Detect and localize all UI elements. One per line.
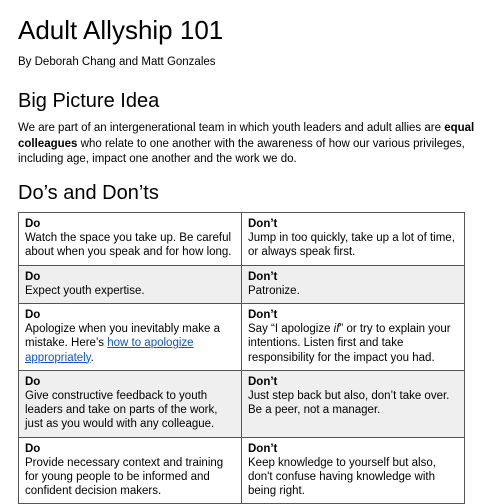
- dont-cell: [242, 437, 465, 504]
- dont-text-italic: if: [333, 323, 340, 336]
- dont-text: Patronize.: [248, 284, 300, 297]
- do-cell: [19, 265, 242, 303]
- document-title: Adult Allyship 101: [18, 15, 224, 45]
- dont-cell: [242, 265, 465, 303]
- table-row: [19, 265, 465, 303]
- dont-text: Just step back but also, don’t take over. Be a peer, not a manager.: [248, 390, 450, 417]
- do-cell: [19, 304, 242, 371]
- do-text-start: Apologize when you inevitably make a mistake. Here’s: [25, 323, 220, 350]
- apologize-link[interactable]: how to apologize appropriately: [25, 337, 194, 364]
- do-cell: [19, 213, 242, 266]
- dos-donts-table: [18, 212, 465, 504]
- table-row: [19, 213, 465, 266]
- dont-cell: [242, 370, 465, 437]
- dont-cell: [242, 213, 465, 266]
- dont-text: Jump in too quickly, take up a lot of time, or always speak first.: [248, 232, 455, 259]
- dont-cell: [242, 304, 465, 371]
- do-label: Do: [25, 442, 41, 455]
- big-picture-text-end: who relate to one another with the awareness of how our various privileges, including age, impact one another and the work we do.: [18, 137, 465, 165]
- dont-text-end: ” or try to explain your intentions. Listen first and take responsibility for the impact you had.: [248, 323, 451, 364]
- do-cell: [19, 437, 242, 504]
- do-cell: [19, 370, 242, 437]
- dont-text-start: Say “I apologize: [248, 323, 334, 336]
- do-text: Provide necessary context and training for young people to be informed and confident decision makers.: [25, 456, 224, 498]
- document-byline: By Deborah Chang and Matt Gonzales: [18, 56, 216, 68]
- dont-text: Keep knowledge to yourself but also, don't confuse having knowledge with being right.: [248, 456, 436, 498]
- table-row: [19, 370, 465, 437]
- dont-label: Don’t: [248, 309, 278, 322]
- big-picture-bold-phrase: equal colleagues: [18, 122, 475, 150]
- do-label: Do: [25, 270, 41, 283]
- table-row: [19, 437, 465, 504]
- do-label: Do: [25, 309, 41, 322]
- dont-label: Don’t: [248, 270, 278, 283]
- dos-donts-heading: Do’s and Don’ts: [18, 182, 159, 204]
- big-picture-heading: Big Picture Idea: [18, 90, 160, 112]
- do-text: Give constructive feedback to youth leaders and take on parts of the work, just as you would with any colleague.: [25, 390, 218, 431]
- big-picture-paragraph: [18, 121, 480, 168]
- do-text: Expect youth expertise.: [25, 284, 145, 297]
- big-picture-text-start: We are part of an intergenerational team in which youth leaders and adult allies are: [18, 122, 445, 134]
- dont-label: Don’t: [248, 218, 278, 230]
- do-text-end: .: [90, 351, 94, 364]
- dont-label: Don’t: [248, 375, 278, 388]
- table-row: [19, 304, 465, 371]
- do-text: Watch the space you take up. Be careful about when you speak and for how long.: [25, 232, 232, 259]
- do-label: Do: [25, 375, 41, 388]
- dont-label: Don’t: [248, 442, 278, 455]
- do-label: Do: [25, 218, 41, 230]
